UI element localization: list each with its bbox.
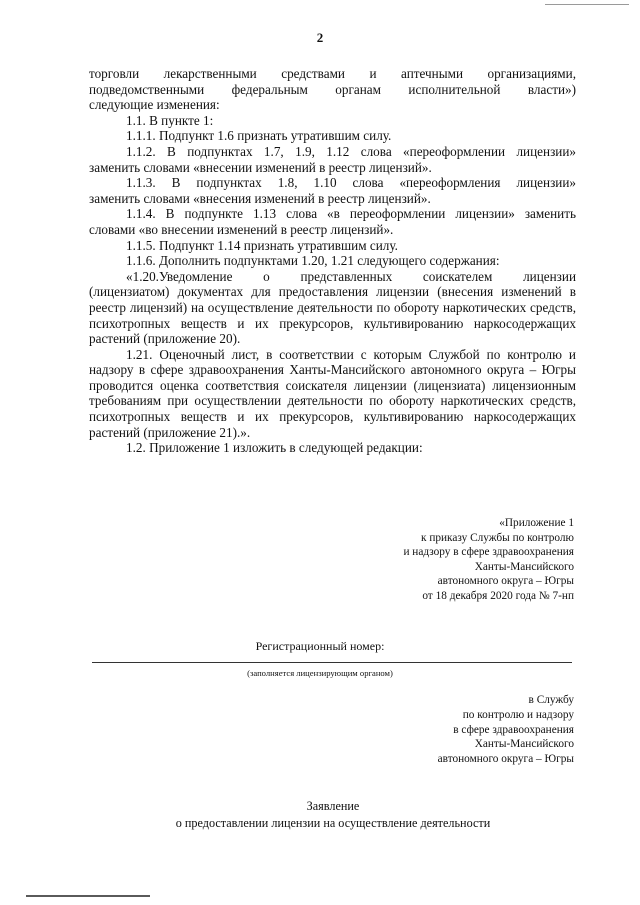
- document-body: [89, 66, 576, 456]
- statement-subtitle: о предоставлении лицензии на осуществление деятельности: [175, 816, 491, 830]
- scan-edge-mark: [545, 4, 629, 5]
- approval-line: к приказу Службы по контролю: [421, 531, 574, 544]
- clause-1-1: 1.1. В пункте 1:: [126, 112, 214, 128]
- paragraph-line: подведомственными федеральным органам исполнительной власти»): [89, 81, 576, 97]
- clause-1-1-2: 1.1.2. В подпунктах 1.7, 1.9, 1.12 слова «переоформлении лицензии»: [126, 143, 576, 159]
- addressee-line: по контролю и надзору: [462, 708, 574, 721]
- clause-1-1-4-cont: словами «во внесении изменений в реестр лицензий».: [89, 221, 394, 237]
- approval-line: от 18 декабря 2020 года № 7-нп: [422, 589, 574, 602]
- clause-1-20: «1.20.Уведомление о представленных соискателем лицензии: [126, 268, 576, 284]
- clause-1-1-5: 1.1.5. Подпункт 1.14 признать утратившим силу.: [126, 237, 398, 253]
- paragraph-line: следующие изменения:: [89, 97, 220, 113]
- addressee-block: [330, 693, 574, 767]
- clause-1-21: 1.21. Оценочный лист, в соответствии с которым Службой по контролю и надзору в сфере здравоохранения Ханты-Мансийского автономного округа – Югры проводится оценка соответствия соискателя лицензии (лицензиата) лицензионным требованиям при осуществлении деятельности по обороту наркотических средств, психотропных веществ и их прекурсоров, культивированию наркосодержащих растений (приложение 21).».: [89, 346, 576, 440]
- approval-line: и надзору в сфере здравоохранения: [403, 546, 574, 559]
- clause-1-1-3-cont: заменить словами «внесения изменений в реестр лицензий».: [89, 190, 431, 206]
- approval-line: Ханты-Мансийского: [474, 560, 574, 573]
- clause-1-1-3: 1.1.3. В подпунктах 1.8, 1.10 слова «переоформления лицензии»: [126, 175, 576, 191]
- statement-title: Заявление: [306, 799, 360, 813]
- page-number: 2: [316, 30, 324, 45]
- clause-1-20-cont: (лицензиатом) документах для предоставления лицензии (внесения изменений в реестр лицензий) на осуществление деятельности по обороту наркотических средств, психотропных веществ и их прекурсоров, культивированию наркосодержащих растений (приложение 20).: [89, 284, 576, 347]
- addressee-line: в Службу: [528, 694, 574, 706]
- approval-line: автономного округа – Югры: [437, 575, 574, 588]
- clause-1-1-4: 1.1.4. В подпункте 1.13 слова «в переоформлении лицензии» заменить: [126, 206, 576, 222]
- registration-number-line: [92, 662, 572, 663]
- clause-1-2: 1.2. Приложение 1 изложить в следующей редакции:: [126, 440, 423, 456]
- addressee-line: Ханты-Мансийского: [474, 738, 574, 751]
- scan-edge-mark-bottom: [26, 895, 150, 897]
- registration-number-label: Регистрационный номер:: [255, 639, 385, 653]
- approval-line: «Приложение 1: [499, 517, 574, 529]
- registration-note: (заполняется лицензирующим органом): [247, 668, 393, 678]
- clause-1-1-1: 1.1.1. Подпункт 1.6 признать утратившим силу.: [126, 128, 392, 144]
- addressee-line: автономного округа – Югры: [437, 753, 574, 766]
- clause-1-1-6: 1.1.6. Дополнить подпунктами 1.20, 1.21 следующего содержания:: [126, 253, 500, 269]
- appendix-approval-block: [330, 516, 574, 604]
- paragraph-line: торговли лекарственными средствами и аптечными организациями,: [89, 66, 576, 81]
- clause-1-1-2-cont: заменить словами «внесении изменений в реестр лицензий».: [89, 159, 432, 175]
- addressee-line: в сфере здравоохранения: [453, 723, 574, 736]
